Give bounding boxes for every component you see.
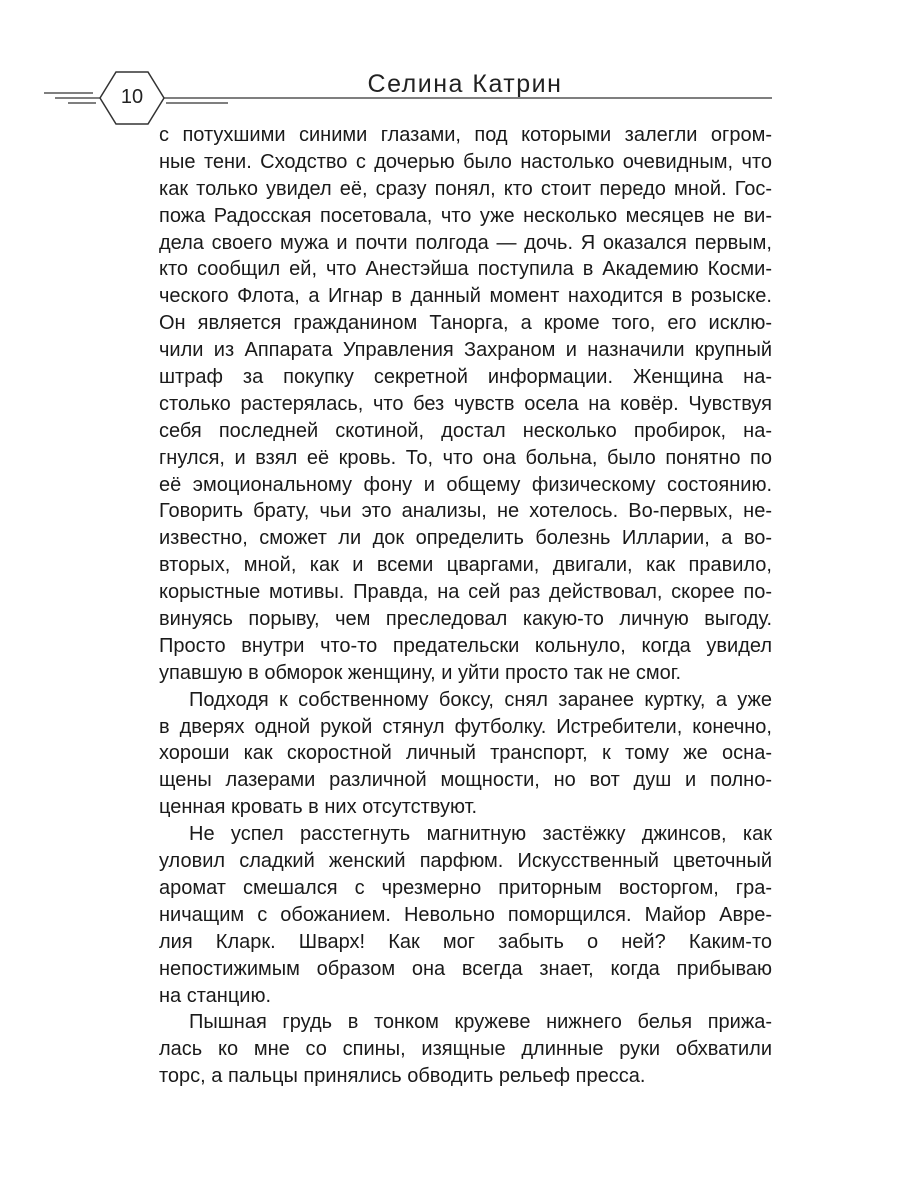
text-line: Не успел расстегнуть магнитную застёжку джинсов, как	[189, 823, 772, 846]
text-line: на станцию.	[159, 984, 272, 1007]
text-line: аромат смешался с чрезмерно приторным восторгом, гра-	[159, 876, 772, 899]
page-number: 10	[120, 86, 144, 108]
text-line: пожа Радосская посетовала, что уже несколько месяцев не ви-	[159, 204, 772, 227]
text-line: Говорить брату, чьи это анализы, не хотелось. Во-первых, не-	[159, 500, 772, 523]
text-line: её эмоциональному фону и общему физическому состоянию.	[159, 473, 772, 496]
text-line: Пышная грудь в тонком кружеве нижнего белья прижа-	[189, 1011, 772, 1034]
text-line: непостижимым образом она всегда знает, когда прибываю	[159, 957, 772, 980]
text-line: Просто внутри что-то предательски кольнуло, когда увидел	[159, 634, 772, 657]
text-line: себя последней скотиной, достал несколько пробирок, на-	[159, 419, 772, 442]
text-line: дела своего мужа и почти полгода — дочь. Я оказался первым,	[159, 231, 772, 254]
text-line: щены лазерами различной мощности, но вот душ и полно-	[159, 769, 772, 792]
text-line: как только увидел её, сразу понял, кто стоит передо мной. Гос-	[159, 177, 772, 200]
text-line: торс, а пальцы принялись обводить рельеф пресса.	[159, 1065, 646, 1088]
text-line: ценная кровать в них отсутствуют.	[159, 796, 478, 819]
text-line: винуясь порыву, чем преследовал какую-то личную выгоду.	[159, 608, 772, 631]
text-line: ничащим с обожанием. Невольно поморщился. Майор Авре-	[159, 903, 772, 926]
text-line: вторых, мной, как и всеми цваргами, двигали, как правило,	[159, 554, 772, 577]
text-line: гнулся, и взял её кровь. То, что она больна, было понятно по	[159, 446, 772, 469]
text-line: кто сообщил ей, что Анестэйша поступила в Академию Косми-	[159, 258, 772, 281]
text-line: Подходя к собственному боксу, снял заранее куртку, а уже	[189, 688, 772, 711]
text-line: с потухшими синими глазами, под которыми залегли огром-	[159, 124, 772, 146]
text-line: в дверях одной рукой стянул футболку. Истребители, конечно,	[159, 715, 772, 738]
text-line: лась ко мне со спины, изящные длинные руки обхватили	[159, 1038, 772, 1061]
text-line: чили из Аппарата Управления Захраном и назначили крупный	[159, 339, 772, 362]
text-line: ные тени. Сходство с дочерью было настолько очевидным, что	[159, 150, 772, 173]
body-text	[159, 122, 772, 1090]
text-line: упавшую в обморок женщину, и уйти просто так не смог.	[159, 661, 682, 684]
text-line: Он является гражданином Танорга, а кроме того, его исклю-	[159, 312, 772, 335]
page-header	[0, 0, 900, 140]
text-line: столько растерялась, что без чувств осела на ковёр. Чувствуя	[159, 392, 772, 415]
text-line: хороши как скоростной личный транспорт, к тому же осна-	[159, 742, 772, 765]
text-line: лия Кларк. Шварх! Как мог забыть о ней? Каким-то	[159, 930, 772, 953]
text-line: известно, сможет ли док определить болезнь Илларии, а во-	[159, 527, 772, 550]
text-line: ческого Флота, а Игнар в данный момент находится в розыске.	[159, 285, 772, 308]
running-title-author: Селина Катрин	[367, 70, 563, 98]
text-line: корыстные мотивы. Правда, на сей раз действовал, скорее по-	[159, 581, 772, 604]
text-line: штраф за покупку секретной информации. Женщина на-	[159, 366, 772, 389]
text-line: уловил сладкий женский парфюм. Искусственный цветочный	[159, 850, 772, 873]
